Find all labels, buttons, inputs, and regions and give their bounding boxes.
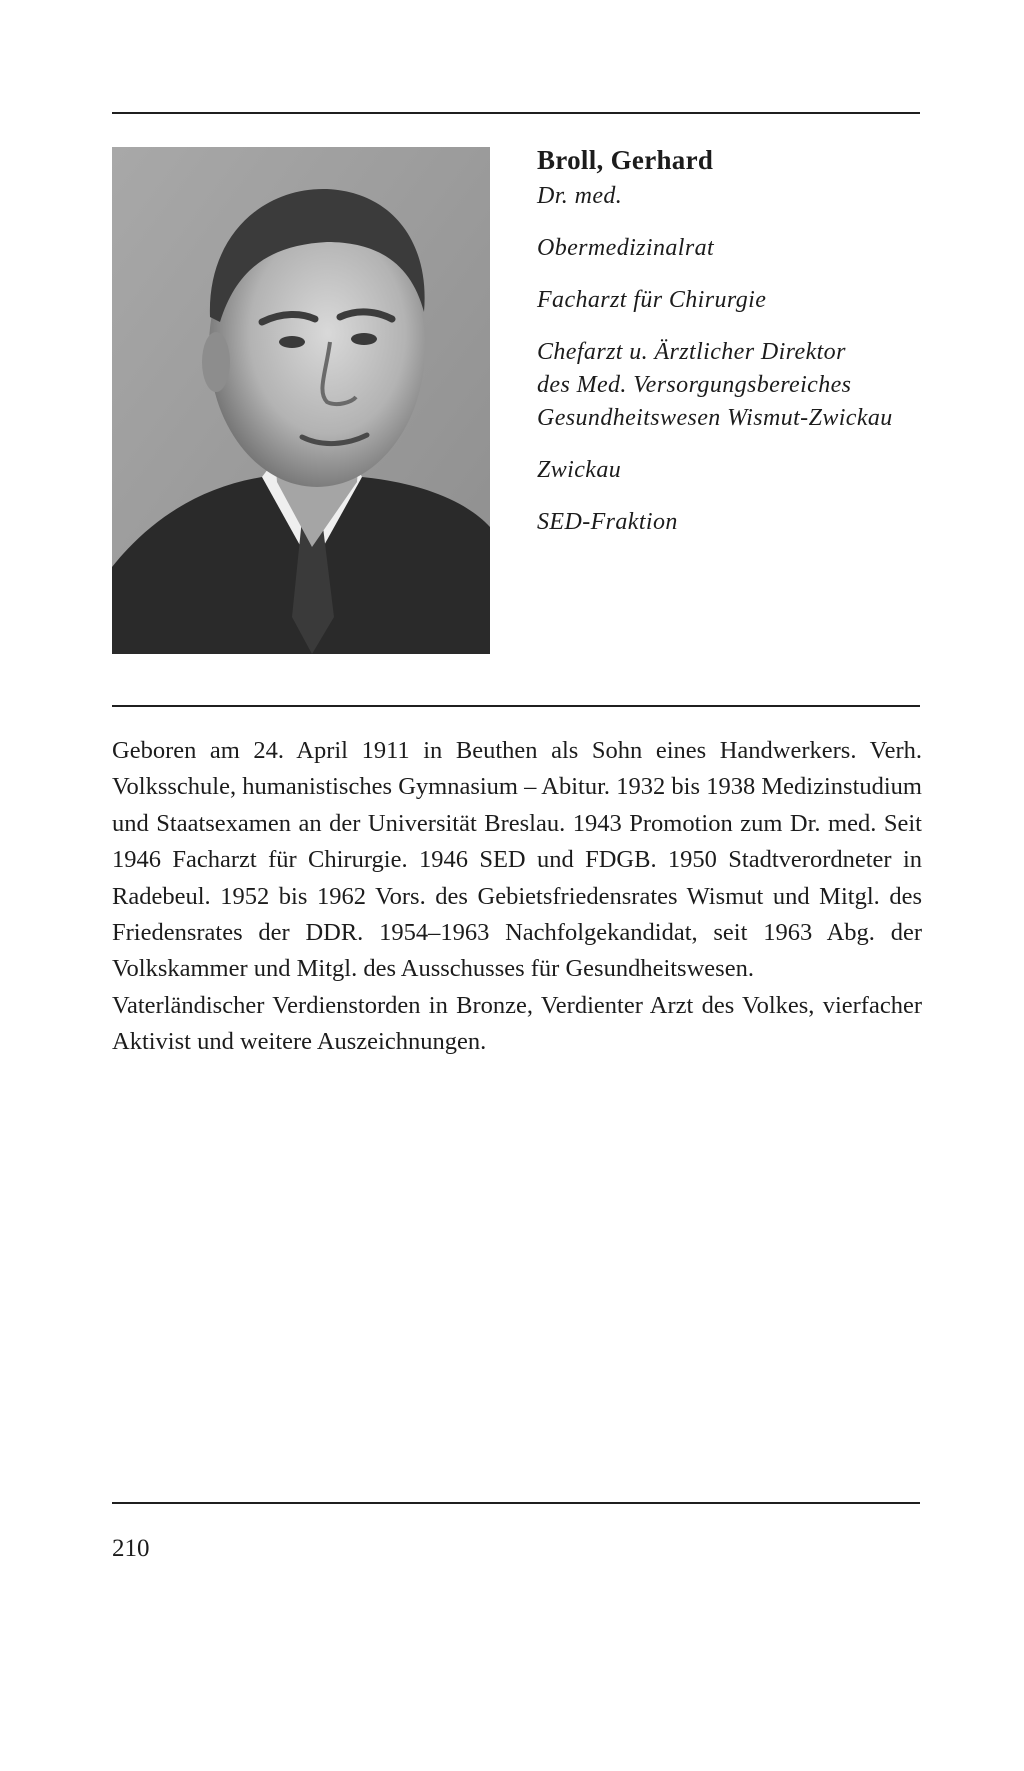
academic-title: Dr. med.	[537, 183, 623, 209]
bottom-divider	[112, 1502, 920, 1504]
entry-header	[537, 140, 927, 539]
position-line-1: Chefarzt u. Ärztlicher Direktor	[537, 339, 846, 365]
biography-paragraph: Geboren am 24. April 1911 in Beuthen als Sohn eines Handwerkers. Verh. Volksschule, humanistisches Gymnasium – Abitur. 1932 bis 1938 Medizinstudium und Staatsexamen an der Universität Breslau. 1943 Promotion zum Dr. med. Seit 1946 Facharzt für Chirurgie. 1946 SED und FDGB. 1950 Stadtverordneter in Radebeul. 1952 bis 1962 Vors. des Gebietsfriedensrates Wismut und Mitgl. des Friedensrates der DDR. 1954–1963 Nachfolgekandidat, seit 1963 Abg. der Volkskammer und Mitgl. des Ausschusses für Gesundheitswesen.	[112, 737, 922, 983]
city: Zwickau	[537, 457, 622, 483]
middle-divider	[112, 705, 920, 707]
medical-specialty: Facharzt für Chirurgie	[537, 287, 767, 313]
biography	[112, 733, 922, 1061]
honorary-rank: Obermedizinalrat	[537, 235, 715, 261]
position-line-2: des Med. Versorgungsbereiches	[537, 372, 852, 398]
parliamentary-faction: SED-Fraktion	[537, 509, 678, 535]
top-divider	[112, 112, 920, 114]
person-name: Broll, Gerhard	[537, 145, 714, 175]
portrait-photo	[112, 147, 490, 654]
position-line-3: Gesundheitswesen Wismut-Zwickau	[537, 405, 893, 431]
portrait-illustration	[112, 147, 490, 654]
page-number: 210	[112, 1535, 150, 1562]
awards-paragraph: Vaterländischer Verdienstorden in Bronze, Verdienter Arzt des Volkes, vierfacher Aktivist und weitere Auszeichnungen.	[112, 991, 922, 1056]
